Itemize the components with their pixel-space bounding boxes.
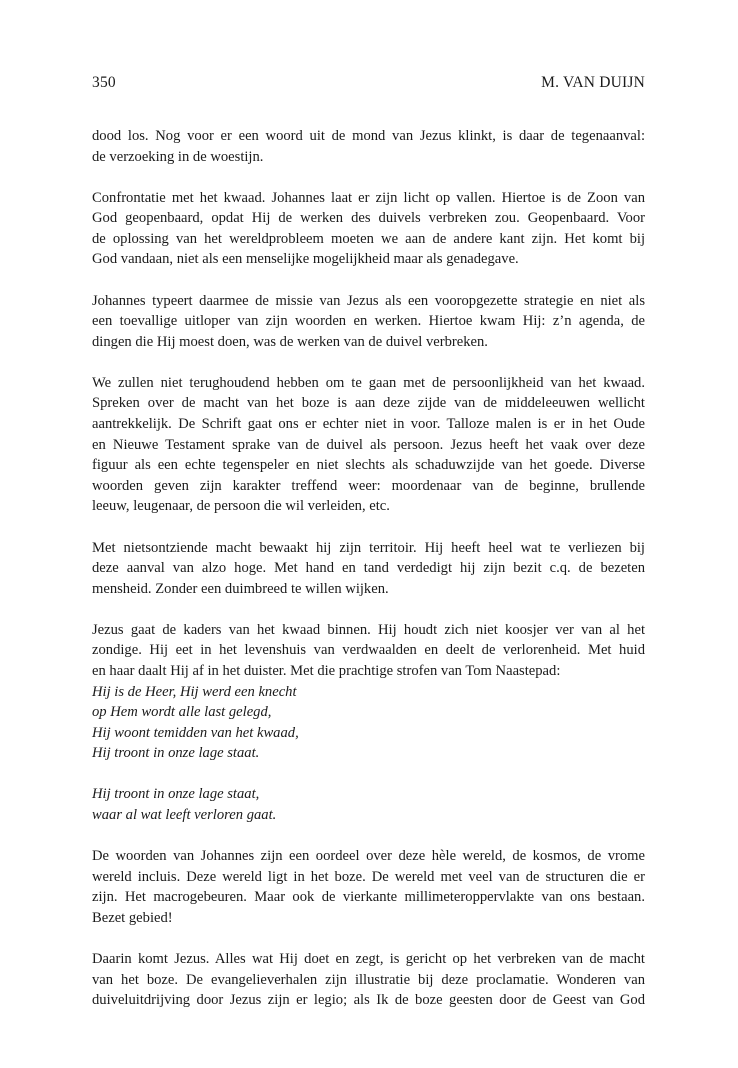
text-line: dingen die Hij moest doen, was de werken van de duivel verbreken. [92, 333, 488, 350]
paragraph-5 [92, 538, 645, 600]
text-line: aantrekkelijk. De Schrift gaat ons er echter niet in voor. Talloze malen is er in het Oude [92, 416, 645, 433]
page-number: 350 [92, 74, 116, 91]
text-line: Jezus gaat de kaders van het kwaad binnen. Hij houdt zich niet koosjer ver van al het [92, 621, 645, 638]
text-line: Johannes typeert daarmee de missie van Jezus als een vooropgezette strategie en niet als [92, 292, 645, 309]
text-line: een toevallige uitloper van zijn woorden en werken. Hiertoe kwam Hij: z’n agenda, de [92, 313, 645, 330]
text-line: woorden geven zijn karakter treffend weer: moordenaar van de beginne, brullende [92, 477, 645, 494]
text-line: en Nieuwe Testament sprake van de duivel als persoon. Jezus heeft het vaak over deze [92, 436, 645, 453]
book-page [92, 74, 645, 1031]
paragraph-3 [92, 291, 645, 353]
page-header [92, 74, 645, 102]
verse-line: waar al wat leeft verloren gaat. [92, 807, 277, 824]
running-head: M. VAN DUIJN [541, 74, 645, 91]
text-line: figuur als een echte tegenspeler en niet slechts als schaduwzijde van het goede. Diverse [92, 457, 645, 474]
paragraph-8 [92, 949, 645, 1011]
text-line: Bezet gebied! [92, 909, 173, 926]
verse-line: Hij is de Heer, Hij werd een knecht [92, 683, 297, 700]
text-line: de oplossing van het wereldprobleem moeten we aan de andere kant zijn. Het komt bij [92, 230, 645, 247]
paragraph-1 [92, 126, 645, 167]
text-line: wereld incluis. Deze wereld ligt in het boze. De wereld met veel van de structuren die er [92, 868, 645, 885]
paragraph-6 [92, 620, 645, 764]
text-line: God geopenbaard, opdat Hij de werken des duivels verbreken zou. Geopenbaard. Voor [92, 210, 645, 227]
text-line: Met nietsontziende macht bewaakt hij zijn territoir. Hij heeft heel wat te verliezen bij [92, 539, 645, 556]
text-line: van het boze. De evangelieverhalen zijn illustratie bij deze proclamatie. Wonderen van [92, 971, 645, 988]
verse-line: Hij woont temidden van het kwaad, [92, 724, 299, 741]
paragraph-2 [92, 188, 645, 270]
verse-line: op Hem wordt alle last gelegd, [92, 704, 272, 721]
verse-stanza [92, 784, 645, 825]
paragraph-4 [92, 373, 645, 517]
text-line: Daarin komt Jezus. Alles wat Hij doet en zegt, is gericht op het verbreken van de macht [92, 951, 645, 967]
text-line: Spreken over de macht van het boze is aan deze zijde van de middeleeuwen wellicht [92, 395, 645, 412]
text-line: duiveluitdrijving door Jezus zijn er legio; als Ik de boze geesten door de Geest van God [92, 992, 645, 1009]
text-line: en haar daalt Hij af in het duister. Met die prachtige strofen van Tom Naastepad: [92, 662, 561, 679]
text-line: De woorden van Johannes zijn een oordeel over deze hèle wereld, de kosmos, de vrome [92, 848, 645, 865]
verse-line: Hij troont in onze lage staat. [92, 745, 260, 762]
text-line: deze aanval van alzo hoge. Met hand en tand verdedigt hij zijn bezit c.q. de bezeten [92, 560, 645, 577]
text-line: We zullen niet terughoudend hebben om te gaan met de persoonlijkheid van het kwaad. [92, 374, 645, 391]
verse-line: Hij troont in onze lage staat, [92, 786, 260, 803]
text-line: mensheid. Zonder een duimbreed te willen wijken. [92, 580, 389, 597]
paragraph-7 [92, 846, 645, 928]
text-line: zondige. Hij eet in het levenshuis van verdwaalden en deelt de verlorenheid. Met huid [92, 642, 645, 659]
text-line: God vandaan, niet als een menselijke mogelijkheid maar als genadegave. [92, 251, 519, 268]
text-line: dood los. Nog voor er een woord uit de mond van Jezus klinkt, is daar de tegenaanval: [92, 128, 645, 144]
text-line: Confrontatie met het kwaad. Johannes laat er zijn licht op vallen. Hiertoe is de Zoon van [92, 189, 645, 206]
text-line: zijn. Het macrogebeuren. Maar ook de vierkante millimeteroppervlakte van ons bestaan. [92, 889, 645, 906]
text-line: de verzoeking in de woestijn. [92, 148, 264, 165]
text-line: leeuw, leugenaar, de persoon die wil verleiden, etc. [92, 498, 390, 515]
